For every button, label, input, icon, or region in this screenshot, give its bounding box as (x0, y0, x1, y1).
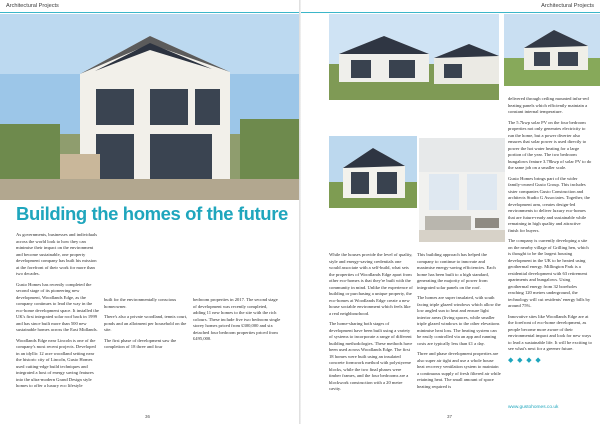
photo-interior-living-room (419, 138, 505, 242)
paragraph: The first phase of development saw the completion of 18 three and four (104, 337, 177, 349)
photo-house-garden (504, 14, 600, 86)
paragraph: The home-sharing both stages of development have been built using a variety of systems to incorporate a range of different building methodologies. These methods have been used across Woodlands Edge. The first 18 homes were built using an insulated concrete formwork method with polystyrene blocks, while the two final phases were timber frames, and the four bedrooms are a blockwork construction with a 20 metre cavity. (329, 321, 413, 391)
left-column-3 (193, 297, 281, 347)
photo-bungalows-exterior (329, 14, 499, 100)
paragraph: This building approach has helped the company to continue to innovate and maximise energy-saving efficiencies. Each home has been built to a high standard, generating the majority of power from integrated solar panels on the roof. (417, 252, 496, 290)
photo-house-front (329, 136, 417, 208)
paragraph: delivered through ceiling mounted infra-red heating panels which efficiently maintain a constant internal temperature. (508, 96, 589, 114)
paragraph: There's also a private woodland, tennis court, ponds and an allotment per household on the site. (104, 314, 188, 332)
paragraph: While the houses provide the level of quality, style and energy-saving credentials one would associate with a self-build, what sets the properties of Woodlands Edge apart from other eco-homes is that they're built with the community in mind. Unlike the experience of building or purchasing a unique property, the eco-homes at Woodlands Edge create a new house sociable environment which feels like a real neighbourhood. (329, 252, 413, 316)
header-rule-right (301, 12, 600, 13)
hero-photo-house-exterior (0, 14, 299, 200)
paragraph: Innovative sites like Woodlands Edge are at the forefront of eco-home development, as people become more aware of their environmental impact and look for new ways to lead a sustainable life. It will be exciting to see what's next for a greener future. (508, 313, 592, 351)
paragraph: Gusto Homes brings part of the wider family-owned Gusto Group. This includes sister companies Gusto Construction and architects Studio G Associates. Together, the development arm, creates design-led environments to deliver luxury eco-homes that are future-ready and sustainable while remaining in high quality and attractive finish for buyers. (508, 175, 590, 233)
left-column-2 (104, 297, 189, 355)
footer-url-link[interactable]: www.gustohomes.co.uk (508, 405, 559, 410)
paragraph: The company is currently developing a site on the nearby village of Grilling hen, which is thought to be the largest housing development in the UK to be heated using geothermal energy. Millington Park is a residential development with 63 retirement apartments and bungalows. Using geothermal energy from 32 boreholes reaching 120 metres underground, the technology will cut residents' energy bills by around 75%. (508, 238, 591, 308)
right-column-1 (329, 252, 413, 397)
paragraph: The homes are super insulated, with south facing triple glazed windows which allow the low angled sun to heat and ensure light interior areas (living spaces, while smaller triple glazed windows to the other elevations minimise heat loss. The heating system can be easily controlled via an app and running costs are typically less than £1 a day. (417, 295, 501, 346)
left-page (0, 0, 299, 424)
right-page (301, 0, 600, 424)
right-column-2 (417, 252, 501, 394)
left-column-1 (16, 232, 100, 394)
right-column-3 (508, 96, 592, 363)
paragraph: bedroom properties in 2017. The second stage of development was recently completed, adding 11 new homes to the site with the rich colours. These include five two bedroom single storey homes priced from £300,000 and six detached four bedroom properties priced from £495,000. (193, 297, 281, 341)
paragraph: Three and phase development properties are also super air tight and use a whole house heat recovery ventilation system to maintain a continuous supply of fresh filtered air while retaining heat. The small amount of space heating required is (417, 351, 501, 389)
article-headline: Building the homes of the future (16, 203, 288, 224)
paragraph: built for the environmentally conscious homeowner. (104, 297, 177, 309)
running-head-left: Architectural Projects (6, 3, 59, 9)
paragraph: Woodlands Edge near Lincoln is one of the company's most recent projects. Developed in an idyllic 12 acre woodland setting near the historic city of Lincoln, Gusto Homes used cutting-edge build techniques and integrated a host of energy saving features into the ultra-modern Grand Design style homes to offer a luxury eco lifestyle (16, 337, 96, 388)
paragraph: As governments, businesses and individuals across the world look to how they can minimise their impact on the environment and become sustainable, one property development company has built his mission at the forefront of their work for more than two decades. (16, 232, 98, 276)
page-number-right: 37 (447, 414, 453, 419)
running-head-right: Architectural Projects (541, 3, 594, 9)
paragraph: The 5.7kwp solar PV on the four bedroom properties not only generates electricity to run the home, but a power diverter also ensures that solar power is used directly to power the hot water heating for a large portion of the year. The two bedroom bungalows feature 3.78kwp of solar PV to do the same job on a smaller scale. (508, 119, 592, 170)
decorative-dots: ◆ ◆ ◆ ◆ (508, 355, 542, 364)
header-rule-left (0, 12, 299, 13)
paragraph: Gusto Homes has recently completed the second stage of its pioneering new development, Woodlands Edge, as the company continues to lead the way in the eco-home development space. It installed the UK's first integrated solar roof back in 1999 and has since built more than 500 new sustainable homes across the East Midlands. (16, 281, 99, 332)
page-number-left: 36 (145, 414, 151, 419)
